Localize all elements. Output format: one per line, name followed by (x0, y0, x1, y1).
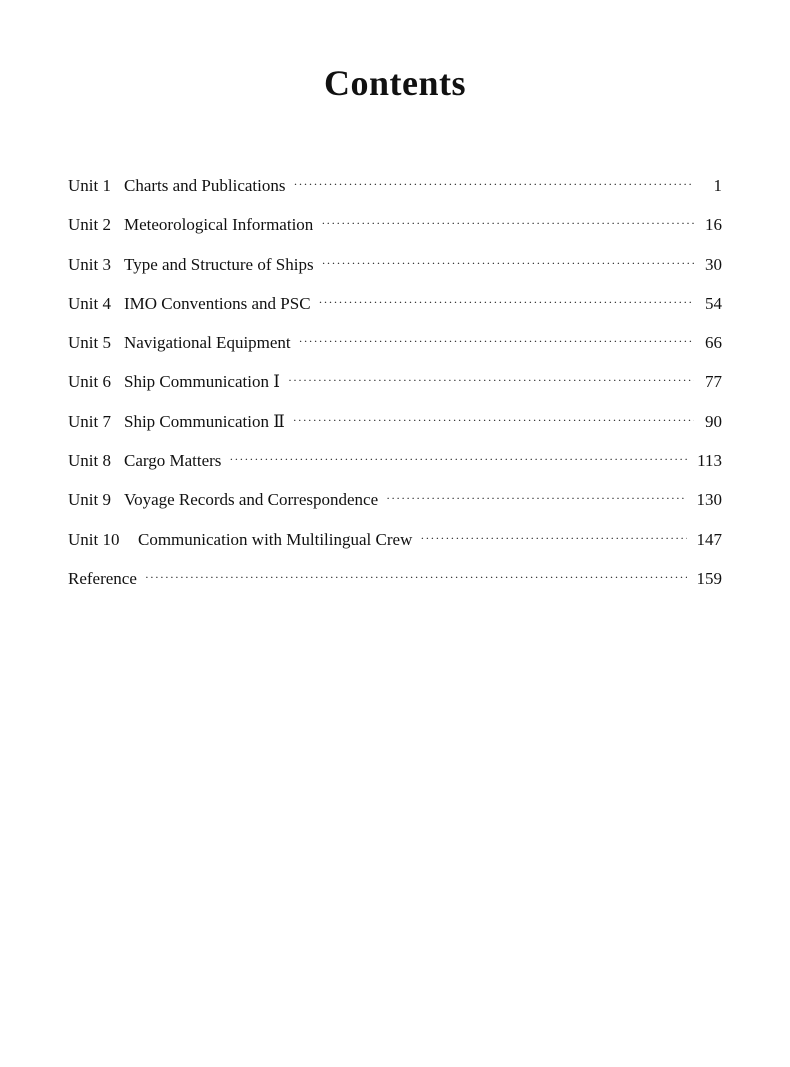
toc-page-number: 54 (705, 293, 722, 313)
toc-entry-title: Charts and Publications (124, 176, 286, 195)
toc-entry-unit-1[interactable] (68, 176, 722, 215)
toc-entry-unit-4[interactable] (68, 294, 722, 333)
dot-leader (322, 256, 694, 271)
toc-page-number: 90 (705, 411, 722, 431)
toc-page-number: 1 (713, 176, 722, 195)
toc-page-number: 147 (696, 529, 722, 549)
dot-leader (321, 216, 694, 231)
toc-entry-title: Ship Communication Ⅰ (124, 372, 280, 392)
toc-entry-title: Meteorological Information (124, 215, 314, 235)
dot-leader (386, 491, 686, 506)
table-of-contents (68, 176, 722, 608)
toc-entry-reference[interactable] (68, 569, 722, 608)
toc-page-number: 113 (697, 451, 722, 471)
toc-entry-unit-2[interactable] (68, 215, 722, 254)
toc-unit-label: Unit 3 (68, 254, 111, 274)
dot-leader (229, 452, 687, 467)
dot-leader (293, 413, 694, 428)
dot-leader (288, 373, 694, 388)
toc-entry-unit-8[interactable] (68, 451, 722, 490)
toc-unit-label: Unit 5 (68, 333, 111, 353)
toc-unit-label: Unit 1 (68, 176, 111, 195)
toc-entry-title: Ship Communication Ⅱ (124, 411, 285, 431)
dot-leader (319, 295, 694, 310)
toc-entry-title: Cargo Matters (124, 451, 222, 471)
toc-entry-unit-6[interactable] (68, 372, 722, 411)
toc-unit-label: Unit 6 (68, 372, 111, 392)
dot-leader (420, 531, 686, 546)
toc-unit-label: Unit 8 (68, 451, 111, 471)
toc-page-number: 159 (696, 568, 722, 588)
page-title: Contents (323, 63, 466, 103)
toc-entry-unit-5[interactable] (68, 333, 722, 372)
toc-entry-unit-9[interactable] (68, 490, 722, 529)
toc-unit-label: Unit 4 (68, 293, 111, 313)
toc-entry-title: Reference (68, 568, 137, 588)
dot-leader (145, 570, 687, 585)
toc-page-number: 30 (705, 254, 722, 274)
toc-page-number: 77 (705, 372, 722, 392)
toc-page-number: 130 (696, 490, 722, 510)
dot-leader (293, 177, 694, 192)
toc-entry-unit-7[interactable] (68, 412, 722, 451)
toc-entry-title: Navigational Equipment (124, 333, 291, 353)
toc-entry-title: Communication with Multilingual Crew (138, 529, 413, 549)
toc-entry-unit-3[interactable] (68, 255, 722, 294)
toc-entry-title: Voyage Records and Correspondence (124, 490, 379, 510)
toc-entry-unit-10[interactable] (68, 530, 722, 569)
toc-unit-label: Unit 9 (68, 490, 111, 510)
toc-entry-title: IMO Conventions and PSC (124, 293, 311, 313)
toc-page-number: 16 (705, 215, 722, 235)
toc-unit-label: Unit 2 (68, 215, 111, 235)
dot-leader (299, 334, 694, 349)
toc-unit-label: Unit 10 (68, 529, 120, 549)
toc-entry-title: Type and Structure of Ships (124, 254, 314, 274)
toc-page-number: 66 (705, 333, 722, 353)
toc-unit-label: Unit 7 (68, 411, 111, 431)
